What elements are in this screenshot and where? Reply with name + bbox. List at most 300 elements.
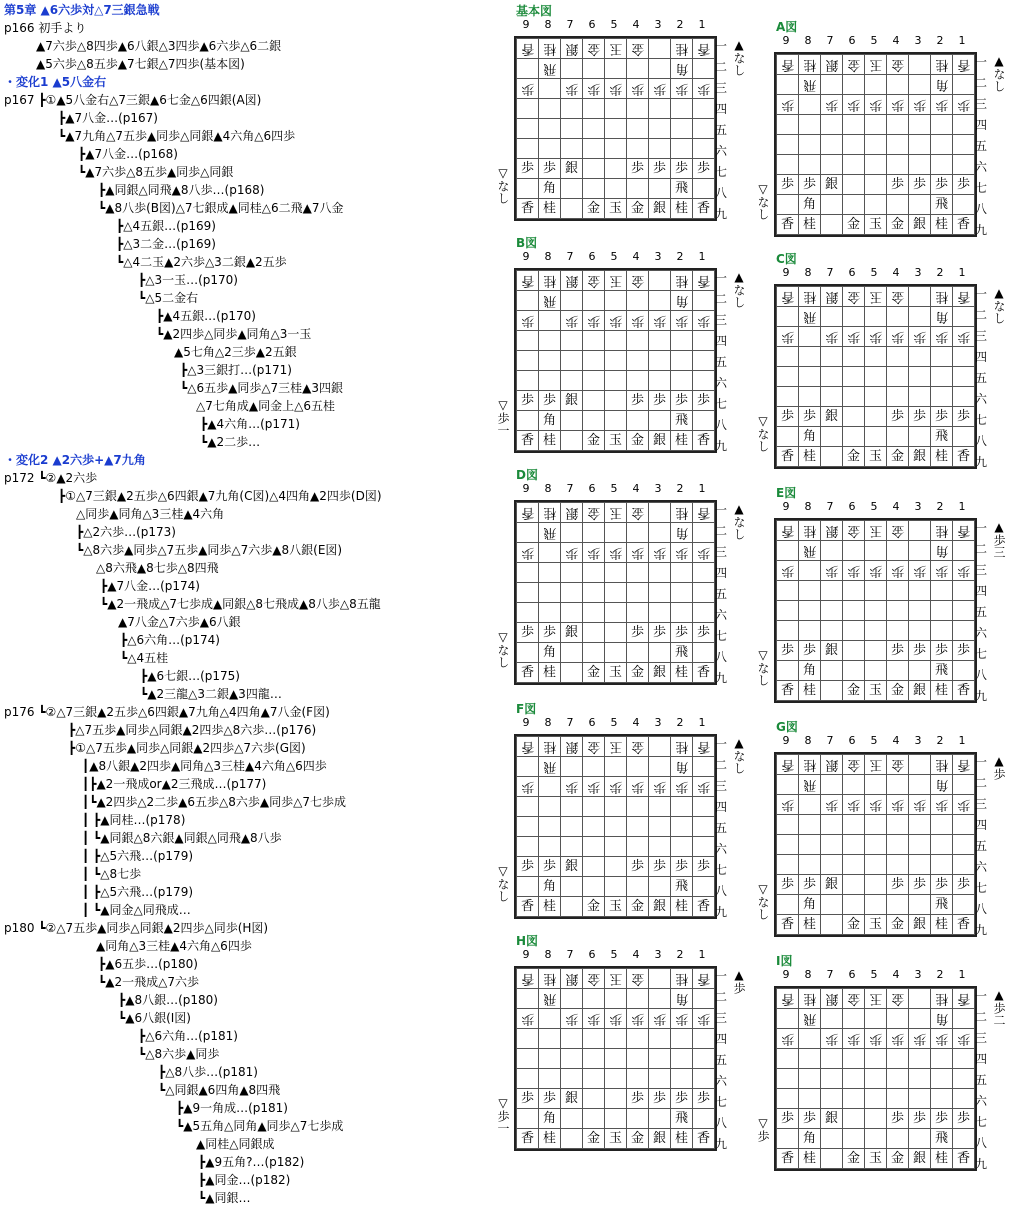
board-square: 歩 [953, 1029, 975, 1049]
board-square: 歩 [865, 795, 887, 815]
column-labels [775, 500, 973, 513]
row-label: 七 [974, 1115, 987, 1129]
board-square [649, 179, 671, 199]
diagram-title: D図 [516, 468, 538, 482]
board-square: 歩 [539, 623, 561, 643]
row-labels [714, 268, 728, 457]
board-square: 玉 [865, 287, 887, 307]
board-square [887, 1009, 909, 1029]
board-square [821, 447, 843, 467]
board-square [953, 387, 975, 407]
board-square [909, 661, 931, 681]
column-label: 7 [826, 500, 834, 513]
board-square: 歩 [909, 327, 931, 347]
board-square [843, 367, 865, 387]
tree-line: ┣△6六角…(p174) [120, 633, 220, 647]
board-square: 歩 [605, 1009, 627, 1029]
board-square [909, 307, 931, 327]
board-square: 香 [953, 681, 975, 701]
board-square: 銀 [821, 175, 843, 195]
board-square [561, 1029, 583, 1049]
board-square [843, 835, 865, 855]
board-square [649, 331, 671, 351]
board-square: 銀 [821, 287, 843, 307]
board-square [583, 989, 605, 1009]
gote-hand: ▽歩一 [496, 1096, 510, 1134]
board-square [909, 1069, 931, 1089]
board-square [539, 837, 561, 857]
board-square [693, 1109, 715, 1129]
gote-hand: ▽なし [756, 648, 770, 686]
board-square [953, 427, 975, 447]
board-square [821, 387, 843, 407]
board-square [561, 291, 583, 311]
gote-hand: ▽なし [756, 182, 770, 220]
tree-line: △7七角成▲同金上△6五桂 [196, 399, 335, 413]
board-square [953, 1089, 975, 1109]
tree-line: ┗▲8八歩(B図)△7七銀成▲同桂△6二飛▲7八金 [98, 201, 344, 215]
board-square [909, 367, 931, 387]
tree-line: p167 ┣①▲5八金右△7三銀▲6七金△6四銀(A図) [4, 93, 262, 107]
board-square [799, 155, 821, 175]
board-square [539, 543, 561, 563]
row-labels [974, 752, 988, 941]
board-square [605, 1049, 627, 1069]
board-square [605, 837, 627, 857]
sente-hand: ▲なし [992, 54, 1006, 92]
board-square: 飛 [931, 195, 953, 215]
tree-line: ┗▲同銀… [198, 1191, 251, 1205]
board-square [887, 307, 909, 327]
board-square: 歩 [649, 623, 671, 643]
board-square [671, 603, 693, 623]
board-square: 歩 [627, 777, 649, 797]
board-square: 香 [953, 215, 975, 235]
board-square: 桂 [671, 663, 693, 683]
board-square: 角 [799, 195, 821, 215]
column-label: 8 [544, 716, 552, 729]
board-square [605, 119, 627, 139]
board-square: 歩 [953, 95, 975, 115]
diagram-title: G図 [776, 720, 798, 734]
board-square [605, 1109, 627, 1129]
board-square [953, 541, 975, 561]
tree-line: ┗▲2一飛成△7七歩成▲同銀△8七飛成▲8八歩△8五龍 [100, 597, 381, 611]
board-square [909, 541, 931, 561]
board-square: 歩 [909, 641, 931, 661]
board-square: 歩 [517, 543, 539, 563]
board-square [821, 1149, 843, 1169]
board-square [931, 387, 953, 407]
board-square [777, 541, 799, 561]
board-square [605, 391, 627, 411]
column-label: 4 [632, 716, 640, 729]
board-square [953, 367, 975, 387]
row-label: 一 [714, 503, 727, 517]
tree-line: ▲同角△3三桂▲4六角△6四歩 [96, 939, 252, 953]
board-square [693, 603, 715, 623]
chapter-title: 第5章 ▲6六歩対△7三銀急戦 [4, 3, 160, 17]
board-square: 金 [627, 431, 649, 451]
board-square: 桂 [539, 39, 561, 59]
board-square: 銀 [561, 969, 583, 989]
tree-line: ┃ ┣△5六飛…(p179) [82, 849, 194, 863]
column-label: 6 [848, 266, 856, 279]
board-square [821, 155, 843, 175]
board-square [561, 797, 583, 817]
board-square: 歩 [649, 391, 671, 411]
column-label: 9 [782, 266, 790, 279]
board-square: 歩 [777, 175, 799, 195]
tree-line: ┃ ┗▲同銀△8六銀▲同銀△同飛▲8八歩 [82, 831, 282, 845]
tree-line: ┗▲6八銀(I図) [118, 1011, 191, 1025]
board-square: 歩 [953, 641, 975, 661]
sente-hand: ▲歩二 [992, 988, 1006, 1026]
board-square [583, 391, 605, 411]
board-square: 歩 [821, 561, 843, 581]
board-square: 歩 [583, 79, 605, 99]
board-square [649, 119, 671, 139]
board-square [821, 307, 843, 327]
board-square [953, 581, 975, 601]
board-square [605, 603, 627, 623]
board-square [799, 347, 821, 367]
board-square [843, 661, 865, 681]
board-square: 歩 [953, 795, 975, 815]
board-square [605, 371, 627, 391]
row-label: 八 [974, 668, 987, 682]
board-square [561, 119, 583, 139]
board-square [821, 1129, 843, 1149]
board-square: 金 [583, 503, 605, 523]
tree-line: ┣①△7五歩▲同歩△同銀▲2四歩△7六歩(G図) [68, 741, 306, 755]
column-label: 8 [544, 250, 552, 263]
board-square [909, 55, 931, 75]
board-square: 金 [887, 215, 909, 235]
diagram-title: F図 [516, 702, 537, 716]
board-square [605, 291, 627, 311]
board-square [693, 331, 715, 351]
board-square: 歩 [671, 311, 693, 331]
row-label: 九 [974, 1157, 987, 1171]
board-square [843, 175, 865, 195]
board-square [799, 327, 821, 347]
board-square [561, 837, 583, 857]
row-label: 四 [714, 1032, 727, 1046]
board-square: 歩 [517, 79, 539, 99]
row-labels [974, 52, 988, 241]
tree-line: ┣▲4六角…(p171) [200, 417, 300, 431]
board-square [777, 387, 799, 407]
row-labels [974, 986, 988, 1175]
shogi-board [514, 966, 717, 1151]
column-label: 8 [804, 500, 812, 513]
board-square: 桂 [671, 503, 693, 523]
board-square: 銀 [561, 39, 583, 59]
board-square [671, 817, 693, 837]
board-square [539, 563, 561, 583]
tree-line: ┣△3一玉…(p170) [138, 273, 238, 287]
tree-line: ┗△6五歩▲同歩△7三桂▲3四銀 [180, 381, 344, 395]
board-square: 香 [777, 915, 799, 935]
board-square: 飛 [931, 427, 953, 447]
board-square: 金 [627, 737, 649, 757]
board-square: 銀 [649, 199, 671, 219]
tree-line: ┣▲6五歩…(p180) [98, 957, 198, 971]
tree-line: ┣△6六角…(p181) [138, 1029, 238, 1043]
tree-line: ┣△8八歩…(p181) [158, 1065, 258, 1079]
board-square [649, 503, 671, 523]
board-square [583, 1049, 605, 1069]
board-square: 香 [517, 431, 539, 451]
board-square: 歩 [693, 543, 715, 563]
board-square [909, 989, 931, 1009]
board-square [887, 135, 909, 155]
board-square: 飛 [539, 989, 561, 1009]
board-square [799, 1049, 821, 1069]
board-square: 角 [799, 1129, 821, 1149]
board-square [909, 347, 931, 367]
board-square [953, 661, 975, 681]
shogi-board [514, 500, 717, 685]
row-label: 五 [714, 123, 727, 137]
row-label: 四 [714, 334, 727, 348]
board-square: 桂 [799, 989, 821, 1009]
board-square: 歩 [693, 623, 715, 643]
row-label: 三 [714, 545, 727, 559]
board-square [777, 835, 799, 855]
row-label: 二 [714, 292, 727, 306]
row-label: 九 [714, 671, 727, 685]
tree-line: ┗▲2一飛成△7六歩 [98, 975, 199, 989]
column-label: 6 [848, 968, 856, 981]
board-square: 歩 [953, 327, 975, 347]
board-square [865, 1009, 887, 1029]
column-label: 3 [654, 18, 662, 31]
gote-hand: ▽歩 [756, 1116, 770, 1142]
board-square [693, 877, 715, 897]
board-square: 銀 [821, 1109, 843, 1129]
tree-line: ┗▲5五角△同角▲同歩△7七歩成 [176, 1119, 344, 1133]
board-square: 歩 [517, 1089, 539, 1109]
board-square [561, 989, 583, 1009]
row-label: 三 [974, 563, 987, 577]
row-label: 二 [714, 990, 727, 1004]
board-square [843, 1009, 865, 1029]
column-label: 9 [522, 250, 530, 263]
row-label: 八 [714, 884, 727, 898]
board-square: 歩 [887, 1109, 909, 1129]
board-square [583, 837, 605, 857]
board-square [517, 643, 539, 663]
board-square: 金 [583, 199, 605, 219]
board-square: 金 [887, 287, 909, 307]
board-square: 飛 [799, 775, 821, 795]
board-square [649, 583, 671, 603]
board-square [887, 541, 909, 561]
board-square [539, 79, 561, 99]
board-square: 歩 [821, 1029, 843, 1049]
board-square: 角 [539, 1109, 561, 1129]
column-label: 8 [804, 968, 812, 981]
board-square: 歩 [517, 159, 539, 179]
column-label: 3 [914, 734, 922, 747]
column-label: 7 [566, 948, 574, 961]
board-square [843, 1109, 865, 1129]
board-square [865, 855, 887, 875]
board-square [583, 563, 605, 583]
board-square [931, 155, 953, 175]
board-square [693, 291, 715, 311]
sente-hand: ▲歩 [732, 968, 746, 994]
board-square [539, 351, 561, 371]
board-square: 歩 [843, 561, 865, 581]
board-square [627, 139, 649, 159]
board-square: 歩 [931, 795, 953, 815]
row-label: 一 [714, 737, 727, 751]
board-square [627, 351, 649, 371]
row-label: 七 [714, 397, 727, 411]
board-square: 桂 [799, 915, 821, 935]
board-square [843, 581, 865, 601]
row-labels [714, 966, 728, 1155]
board-square [605, 523, 627, 543]
column-label: 5 [610, 250, 618, 263]
board-square: 歩 [909, 175, 931, 195]
board-square [909, 895, 931, 915]
board-square: 桂 [671, 431, 693, 451]
shogi-board [774, 284, 977, 469]
board-square: 香 [517, 39, 539, 59]
board-square: 桂 [931, 989, 953, 1009]
board-square: 銀 [561, 391, 583, 411]
board-square [561, 757, 583, 777]
board-square: 歩 [517, 777, 539, 797]
board-square [887, 367, 909, 387]
board-square: 桂 [799, 287, 821, 307]
board-square [843, 407, 865, 427]
board-square [843, 855, 865, 875]
row-labels [974, 518, 988, 707]
board-square: 歩 [649, 159, 671, 179]
column-label: 2 [936, 266, 944, 279]
row-label: 一 [974, 287, 987, 301]
board-square: 角 [671, 989, 693, 1009]
board-square [561, 643, 583, 663]
board-square [843, 541, 865, 561]
board-square [693, 757, 715, 777]
board-square: 歩 [887, 175, 909, 195]
tree-line: p180 ┗②△7五歩▲同歩△同銀▲2四歩△同歩(H図) [4, 921, 269, 935]
board-square [649, 411, 671, 431]
board-square: 歩 [931, 561, 953, 581]
column-label: 1 [958, 968, 966, 981]
column-label: 8 [804, 266, 812, 279]
board-square [865, 661, 887, 681]
board-square [843, 601, 865, 621]
board-square: 金 [843, 915, 865, 935]
row-label: 九 [714, 905, 727, 919]
column-label: 7 [826, 734, 834, 747]
board-square [627, 99, 649, 119]
board-square [887, 581, 909, 601]
board-square [777, 1049, 799, 1069]
board-square: 桂 [539, 897, 561, 917]
row-label: 六 [974, 860, 987, 874]
tree-line: ┗▲2三龍△3二銀▲3四龍… [140, 687, 282, 701]
board-square: 香 [777, 55, 799, 75]
column-label: 6 [588, 716, 596, 729]
column-label: 9 [522, 18, 530, 31]
board-square [627, 877, 649, 897]
board-square: 金 [583, 897, 605, 917]
board-square: 歩 [799, 875, 821, 895]
board-square [583, 1029, 605, 1049]
board-square [627, 837, 649, 857]
row-label: 一 [714, 39, 727, 53]
column-labels [775, 266, 973, 279]
row-label: 二 [974, 76, 987, 90]
board-square: 歩 [605, 777, 627, 797]
board-square: 香 [517, 969, 539, 989]
board-square: 金 [887, 1149, 909, 1169]
column-label: 9 [782, 734, 790, 747]
board-square [693, 1029, 715, 1049]
board-square [605, 99, 627, 119]
board-square [517, 1049, 539, 1069]
board-square [693, 1049, 715, 1069]
board-square [605, 797, 627, 817]
board-square [909, 775, 931, 795]
tree-line: ┣△4五銀…(p169) [116, 219, 216, 233]
board-square [605, 1089, 627, 1109]
row-label: 六 [714, 1074, 727, 1088]
board-square: 歩 [605, 543, 627, 563]
board-square [909, 621, 931, 641]
board-square: 歩 [671, 857, 693, 877]
board-square [843, 347, 865, 367]
board-square: 飛 [671, 179, 693, 199]
row-label: 九 [974, 923, 987, 937]
board-square [627, 59, 649, 79]
board-square [843, 135, 865, 155]
board-square: 飛 [539, 757, 561, 777]
column-label: 2 [936, 734, 944, 747]
board-square [517, 837, 539, 857]
board-square: 歩 [931, 1109, 953, 1129]
column-label: 9 [782, 500, 790, 513]
board-square: 桂 [931, 521, 953, 541]
tree-line: ┣△7五歩▲同歩△同銀▲2四歩△8六歩…(p176) [68, 723, 317, 737]
board-square [865, 367, 887, 387]
column-label: 4 [892, 266, 900, 279]
column-label: 3 [914, 266, 922, 279]
board-square: 歩 [865, 327, 887, 347]
board-square: 角 [539, 877, 561, 897]
board-square [821, 621, 843, 641]
board-square: 歩 [887, 641, 909, 661]
board-square: 香 [953, 1149, 975, 1169]
board-square: 歩 [671, 1009, 693, 1029]
board-square: 歩 [777, 407, 799, 427]
board-square [865, 407, 887, 427]
board-square [649, 563, 671, 583]
board-square [671, 99, 693, 119]
board-square [627, 1109, 649, 1129]
board-square: 歩 [583, 1009, 605, 1029]
board-square [561, 563, 583, 583]
board-square [777, 1069, 799, 1089]
